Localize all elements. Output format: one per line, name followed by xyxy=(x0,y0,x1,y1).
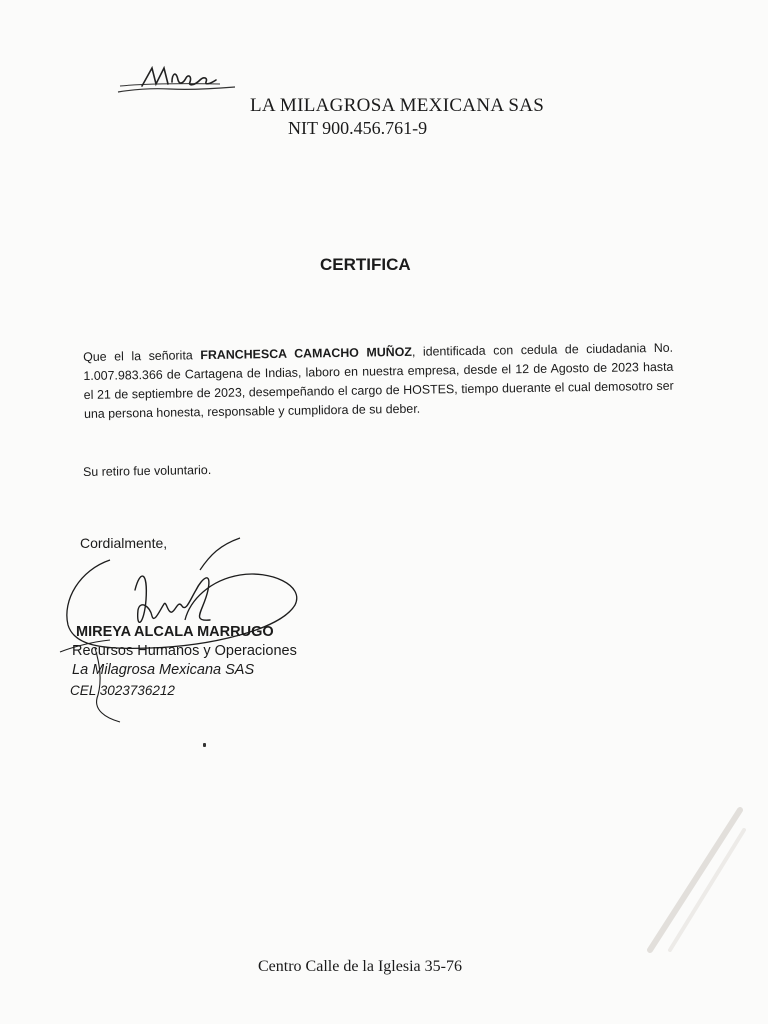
employee-name: FRANCHESCA CAMACHO MUÑOZ xyxy=(200,344,412,363)
company-name: LA MILAGROSA MEXICANA SAS xyxy=(250,95,545,116)
signer-company: La Milagrosa Mexicana SAS xyxy=(72,662,255,678)
body-details: , identificada con cedula de ciudadania No. 1.007.983.366 de Cartagena de Indias, laboro en nuestra empresa, desde el 12 de Agosto de 2023 hasta el 21 de septiembre de 2023, desempeñando el cargo de HOSTES, tiempo duerante el cual demosotro ser una persona honesta, responsable y cumplidora de su deber. xyxy=(83,340,674,421)
signer-phone: CEL 3023736212 xyxy=(70,683,175,698)
body-intro: Que el la señorita xyxy=(83,348,201,364)
signer-role: Recursos Humanos y Operaciones xyxy=(72,643,297,659)
company-address: Centro Calle de la Iglesia 35-76 xyxy=(258,958,462,975)
retiro-statement: Su retiro fue voluntario. xyxy=(83,462,212,479)
scan-streak xyxy=(640,800,750,960)
document-title: CERTIFICA xyxy=(320,255,411,274)
company-nit: NIT 900.456.761-9 xyxy=(288,118,428,138)
closing-salutation: Cordialmente, xyxy=(80,535,168,551)
scan-speck xyxy=(203,743,206,747)
signer-name: MIREYA ALCALA MARRUGO xyxy=(76,624,274,640)
company-logo-signature xyxy=(110,62,240,102)
certificate-body xyxy=(83,339,674,424)
